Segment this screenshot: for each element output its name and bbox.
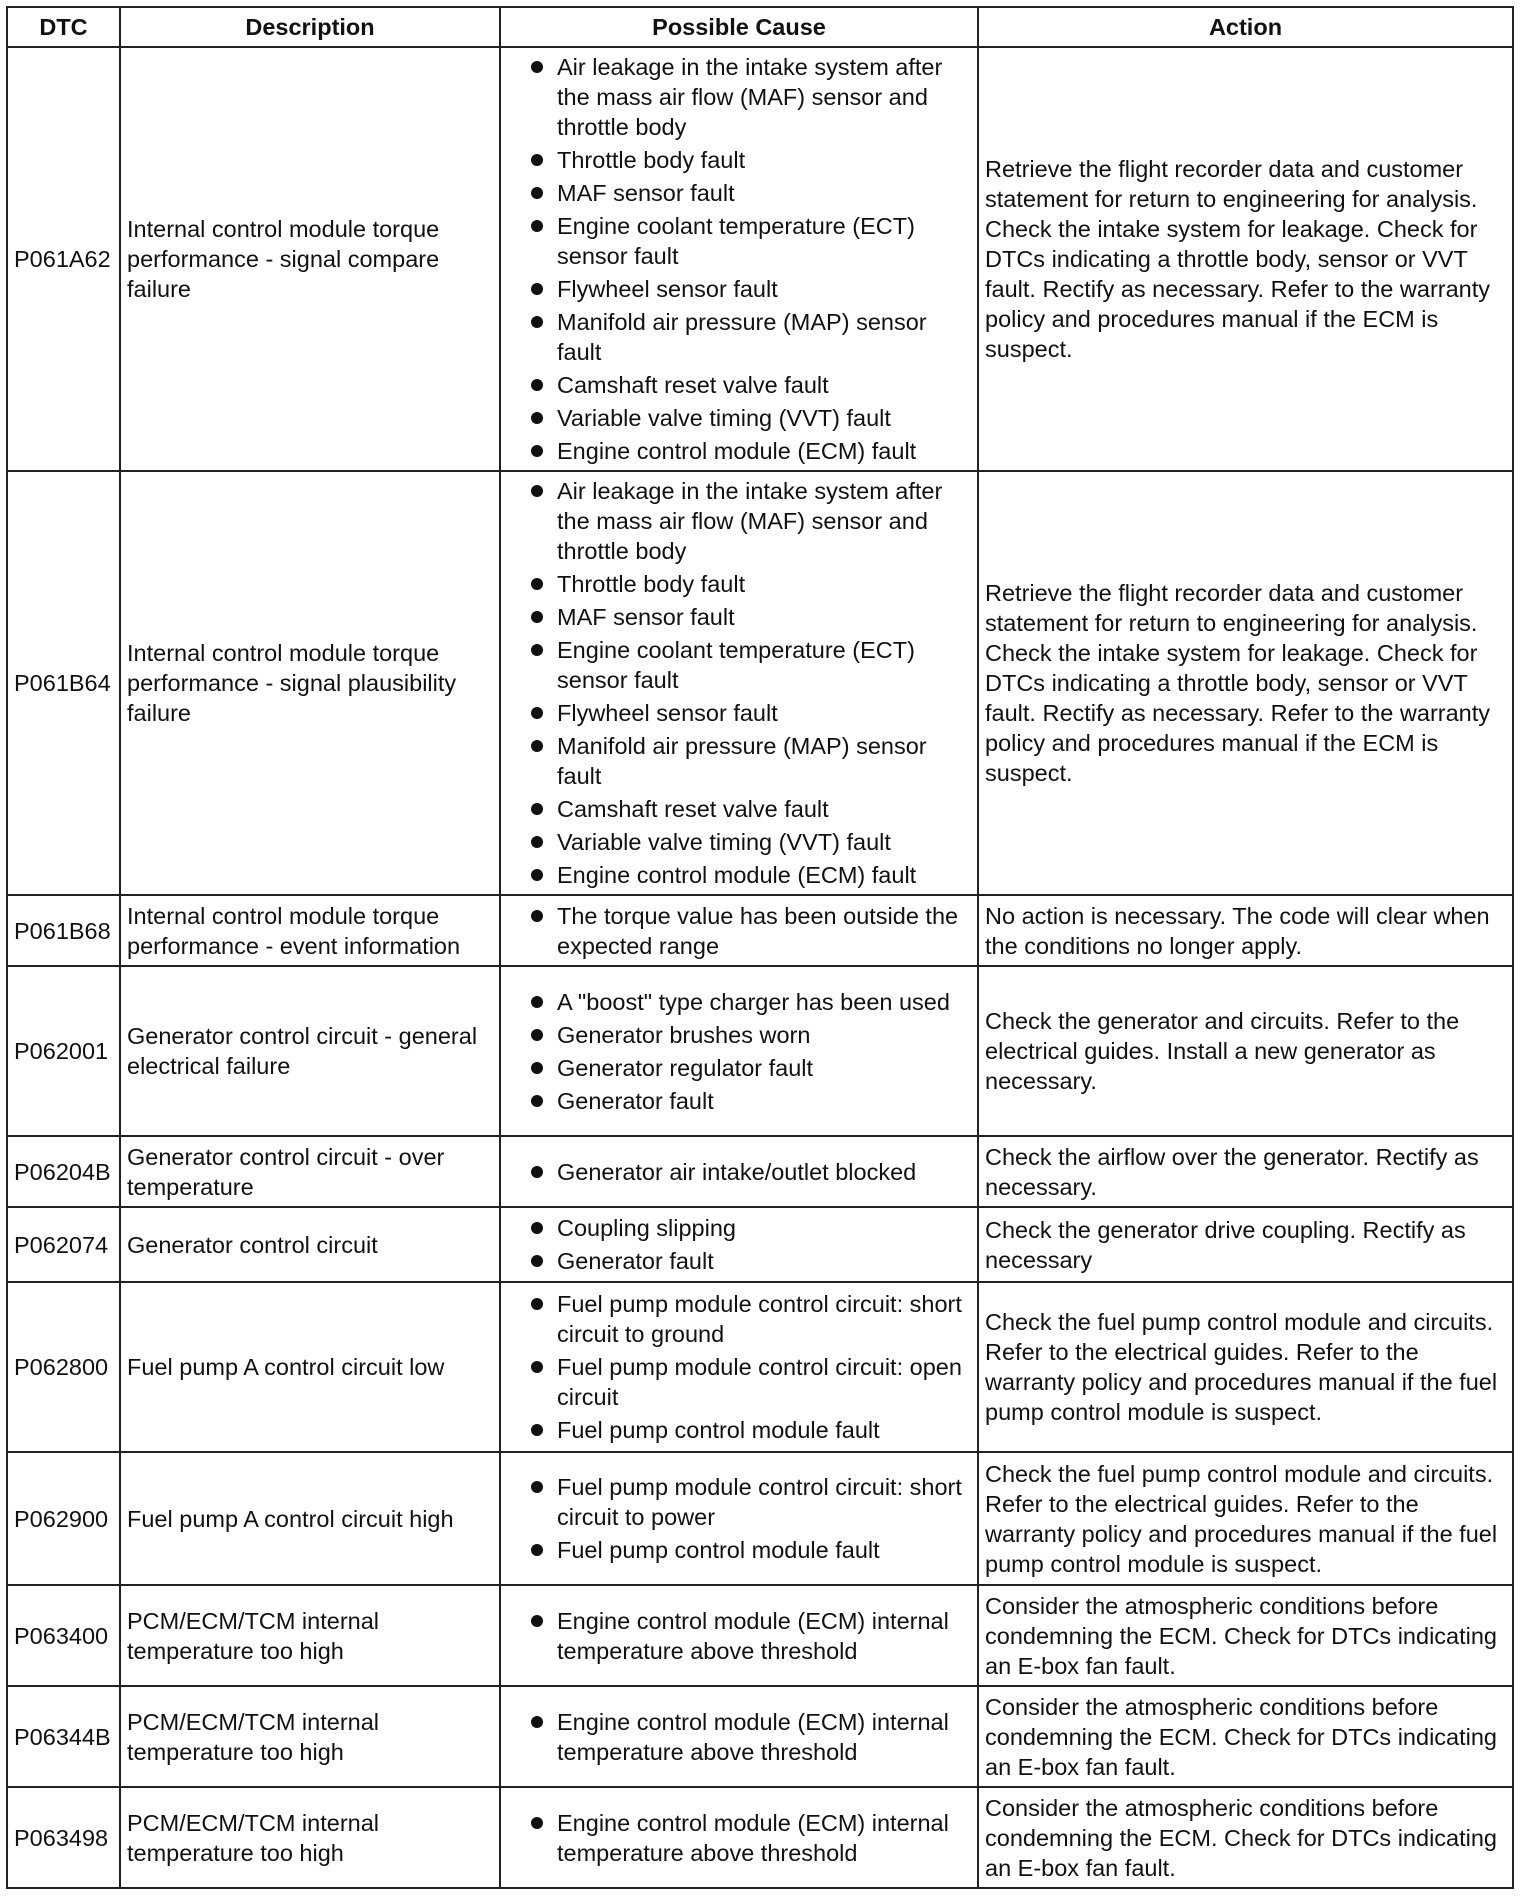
cause-text: Engine control module (ECM) fault <box>557 862 917 888</box>
dtc-code: P062001 <box>7 966 120 1136</box>
cause-text: Coupling slipping <box>557 1215 736 1241</box>
cause-item <box>519 178 971 208</box>
possible-cause-cell <box>500 1136 978 1207</box>
bullet-icon <box>531 578 543 590</box>
cause-item <box>519 698 971 728</box>
cause-text: Engine control module (ECM) internal temperature above threshold <box>557 1708 949 1765</box>
table-row <box>7 47 1513 471</box>
cause-item <box>519 1415 971 1445</box>
cause-item <box>519 1352 971 1412</box>
cause-list <box>507 1153 971 1191</box>
table-header-row <box>7 7 1513 47</box>
cause-item <box>519 731 971 791</box>
cause-item <box>519 1472 971 1532</box>
cause-text: Manifold air pressure (MAP) sensor fault <box>557 309 927 365</box>
dtc-action: Retrieve the flight recorder data and customer statement for return to engineering for analysis. Check the intake system for leakage. Check for DTCs indicating a throttle body, sensor or VVT fault. Rectify as necessary. Refer to the warranty policy and procedures manual if the ECM is suspect. <box>978 47 1513 471</box>
cause-text: Fuel pump module control circuit: open circuit <box>557 1354 962 1410</box>
dtc-description: Internal control module torque performance - event information <box>120 895 500 966</box>
table-row <box>7 1787 1513 1888</box>
cause-item <box>519 602 971 632</box>
table-row <box>7 895 1513 966</box>
cause-item <box>519 1289 971 1349</box>
table-row <box>7 1686 1513 1787</box>
cause-list <box>507 1602 971 1670</box>
dtc-action: No action is necessary. The code will clear when the conditions no longer apply. <box>978 895 1513 966</box>
cause-text: Manifold air pressure (MAP) sensor fault <box>557 733 927 789</box>
dtc-code: P063400 <box>7 1585 120 1686</box>
bullet-icon <box>531 283 543 295</box>
cause-text: Generator fault <box>557 1248 714 1274</box>
dtc-action: Retrieve the flight recorder data and customer statement for return to engineering for analysis. Check the intake system for leakage. Check for DTCs indicating a throttle body, sensor or VVT fault. Rectify as necessary. Refer to the warranty policy and procedures manual if the ECM is suspect. <box>978 471 1513 895</box>
bullet-icon <box>531 869 543 881</box>
cause-text: Generator regulator fault <box>557 1054 814 1081</box>
bullet-icon <box>531 836 543 848</box>
cause-list <box>507 1468 971 1569</box>
cause-item <box>519 635 971 695</box>
table-row <box>7 1136 1513 1207</box>
bullet-icon <box>531 1615 543 1627</box>
dtc-code: P06204B <box>7 1136 120 1207</box>
cause-item <box>519 1246 971 1276</box>
bullet-icon <box>531 220 543 232</box>
cause-text: Generator fault <box>557 1087 714 1114</box>
bullet-icon <box>531 644 543 656</box>
dtc-action: Consider the atmospheric conditions before condemning the ECM. Check for DTCs indicating an E-box fan fault. <box>978 1585 1513 1686</box>
dtc-action: Check the generator drive coupling. Rectify as necessary <box>978 1207 1513 1282</box>
cause-text: Engine coolant temperature (ECT) sensor fault <box>557 637 915 693</box>
header-action: Action <box>978 7 1513 47</box>
dtc-description: PCM/ECM/TCM internal temperature too high <box>120 1585 500 1686</box>
cause-text: Camshaft reset valve fault <box>557 796 829 822</box>
header-description: Description <box>120 7 500 47</box>
header-possible-cause: Possible Cause <box>500 7 978 47</box>
dtc-code: P062900 <box>7 1452 120 1585</box>
bullet-icon <box>531 1361 543 1373</box>
cause-text: MAF sensor fault <box>557 180 735 206</box>
dtc-description: Fuel pump A control circuit high <box>120 1452 500 1585</box>
cause-item <box>519 403 971 433</box>
cause-item <box>519 211 971 271</box>
possible-cause-cell <box>500 471 978 895</box>
cause-list <box>507 897 971 965</box>
cause-item <box>519 569 971 599</box>
table-row <box>7 1282 1513 1452</box>
bullet-icon <box>531 1298 543 1310</box>
cause-list <box>507 983 971 1120</box>
cause-list <box>507 1209 971 1280</box>
dtc-description: Fuel pump A control circuit low <box>120 1282 500 1452</box>
cause-text: Variable valve timing (VVT) fault <box>557 405 891 431</box>
cause-item <box>519 1020 971 1050</box>
cause-item <box>519 1808 971 1868</box>
bullet-icon <box>531 707 543 719</box>
cause-text: Flywheel sensor fault <box>557 700 778 726</box>
dtc-action: Check the fuel pump control module and circuits. Refer to the electrical guides. Refer to the warranty policy and procedures manual if the fuel pump control module is suspect. <box>978 1452 1513 1585</box>
dtc-code: P062074 <box>7 1207 120 1282</box>
bullet-icon <box>531 187 543 199</box>
cause-text: Variable valve timing (VVT) fault <box>557 829 891 855</box>
dtc-code: P063498 <box>7 1787 120 1888</box>
cause-item <box>519 827 971 857</box>
cause-text: Fuel pump module control circuit: short circuit to ground <box>557 1291 962 1347</box>
cause-item <box>519 274 971 304</box>
cause-text: Fuel pump module control circuit: short circuit to power <box>557 1474 962 1530</box>
cause-text: Fuel pump control module fault <box>557 1417 880 1443</box>
cause-text: A "boost" type charger has been used <box>557 988 950 1015</box>
bullet-icon <box>531 1544 543 1556</box>
bullet-icon <box>531 1716 543 1728</box>
bullet-icon <box>531 1062 543 1074</box>
cause-item <box>519 1535 971 1565</box>
bullet-icon <box>531 316 543 328</box>
cause-text: Engine control module (ECM) internal temperature above threshold <box>557 1607 949 1664</box>
cause-item <box>519 987 971 1017</box>
cause-text: Engine coolant temperature (ECT) sensor fault <box>557 213 915 269</box>
bullet-icon <box>531 412 543 424</box>
dtc-description: Internal control module torque performance - signal compare failure <box>120 47 500 471</box>
cause-text: Air leakage in the intake system after the mass air flow (MAF) sensor and throttle body <box>557 54 943 140</box>
cause-text: Fuel pump control module fault <box>557 1537 880 1563</box>
bullet-icon <box>531 1095 543 1107</box>
cause-list <box>507 48 971 470</box>
bullet-icon <box>531 1166 543 1178</box>
cause-item <box>519 307 971 367</box>
dtc-description: Internal control module torque performance - signal plausibility failure <box>120 471 500 895</box>
cause-item <box>519 1606 971 1666</box>
cause-list <box>507 1285 971 1449</box>
bullet-icon <box>531 910 543 922</box>
bullet-icon <box>531 154 543 166</box>
dtc-code: P062800 <box>7 1282 120 1452</box>
cause-item <box>519 1707 971 1767</box>
table-row <box>7 1585 1513 1686</box>
possible-cause-cell <box>500 895 978 966</box>
dtc-action: Consider the atmospheric conditions before condemning the ECM. Check for DTCs indicating an E-box fan fault. <box>978 1787 1513 1888</box>
cause-text: Air leakage in the intake system after the mass air flow (MAF) sensor and throttle body <box>557 478 943 564</box>
bullet-icon <box>531 485 543 497</box>
possible-cause-cell <box>500 1585 978 1686</box>
bullet-icon <box>531 379 543 391</box>
cause-text: Throttle body fault <box>557 571 746 597</box>
table-row <box>7 1452 1513 1585</box>
cause-text: Flywheel sensor fault <box>557 276 778 302</box>
cause-list <box>507 1703 971 1771</box>
cause-item <box>519 860 971 890</box>
dtc-description: Generator control circuit - general electrical failure <box>120 966 500 1136</box>
dtc-code: P061B68 <box>7 895 120 966</box>
bullet-icon <box>531 740 543 752</box>
cause-text: Engine control module (ECM) fault <box>557 438 917 464</box>
bullet-icon <box>531 1255 543 1267</box>
header-dtc: DTC <box>7 7 120 47</box>
bullet-icon <box>531 803 543 815</box>
cause-item <box>519 1086 971 1116</box>
table-row <box>7 1207 1513 1282</box>
dtc-table <box>6 6 1514 1889</box>
bullet-icon <box>531 61 543 73</box>
dtc-action: Check the generator and circuits. Refer to the electrical guides. Install a new generator as necessary. <box>978 966 1513 1136</box>
possible-cause-cell <box>500 966 978 1136</box>
bullet-icon <box>531 996 543 1008</box>
table-row <box>7 471 1513 895</box>
dtc-description: PCM/ECM/TCM internal temperature too high <box>120 1686 500 1787</box>
possible-cause-cell <box>500 1207 978 1282</box>
dtc-description: PCM/ECM/TCM internal temperature too high <box>120 1787 500 1888</box>
cause-item <box>519 1157 971 1187</box>
possible-cause-cell <box>500 47 978 471</box>
bullet-icon <box>531 1424 543 1436</box>
cause-text: MAF sensor fault <box>557 604 735 630</box>
cause-item <box>519 794 971 824</box>
possible-cause-cell <box>500 1282 978 1452</box>
cause-list <box>507 1804 971 1872</box>
possible-cause-cell <box>500 1686 978 1787</box>
dtc-action: Check the fuel pump control module and circuits. Refer to the electrical guides. Refer to the warranty policy and procedures manual if the fuel pump control module is suspect. <box>978 1282 1513 1452</box>
cause-text: The torque value has been outside the expected range <box>557 902 959 959</box>
cause-text: Generator air intake/outlet blocked <box>557 1158 917 1185</box>
cause-item <box>519 1053 971 1083</box>
cause-list <box>507 472 971 894</box>
dtc-code: P061B64 <box>7 471 120 895</box>
bullet-icon <box>531 445 543 457</box>
cause-item <box>519 145 971 175</box>
cause-item <box>519 52 971 142</box>
cause-item <box>519 436 971 466</box>
cause-item <box>519 476 971 566</box>
cause-text: Throttle body fault <box>557 147 746 173</box>
possible-cause-cell <box>500 1787 978 1888</box>
dtc-action: Consider the atmospheric conditions before condemning the ECM. Check for DTCs indicating an E-box fan fault. <box>978 1686 1513 1787</box>
dtc-description: Generator control circuit - over temperature <box>120 1136 500 1207</box>
bullet-icon <box>531 1817 543 1829</box>
bullet-icon <box>531 1481 543 1493</box>
dtc-code: P06344B <box>7 1686 120 1787</box>
cause-text: Camshaft reset valve fault <box>557 372 829 398</box>
cause-text: Generator brushes worn <box>557 1021 811 1048</box>
cause-item <box>519 901 971 961</box>
bullet-icon <box>531 1222 543 1234</box>
table-row <box>7 966 1513 1136</box>
bullet-icon <box>531 611 543 623</box>
cause-item <box>519 1213 971 1243</box>
cause-item <box>519 370 971 400</box>
possible-cause-cell <box>500 1452 978 1585</box>
dtc-description: Generator control circuit <box>120 1207 500 1282</box>
dtc-action: Check the airflow over the generator. Rectify as necessary. <box>978 1136 1513 1207</box>
cause-text: Engine control module (ECM) internal temperature above threshold <box>557 1809 949 1866</box>
bullet-icon <box>531 1029 543 1041</box>
dtc-code: P061A62 <box>7 47 120 471</box>
